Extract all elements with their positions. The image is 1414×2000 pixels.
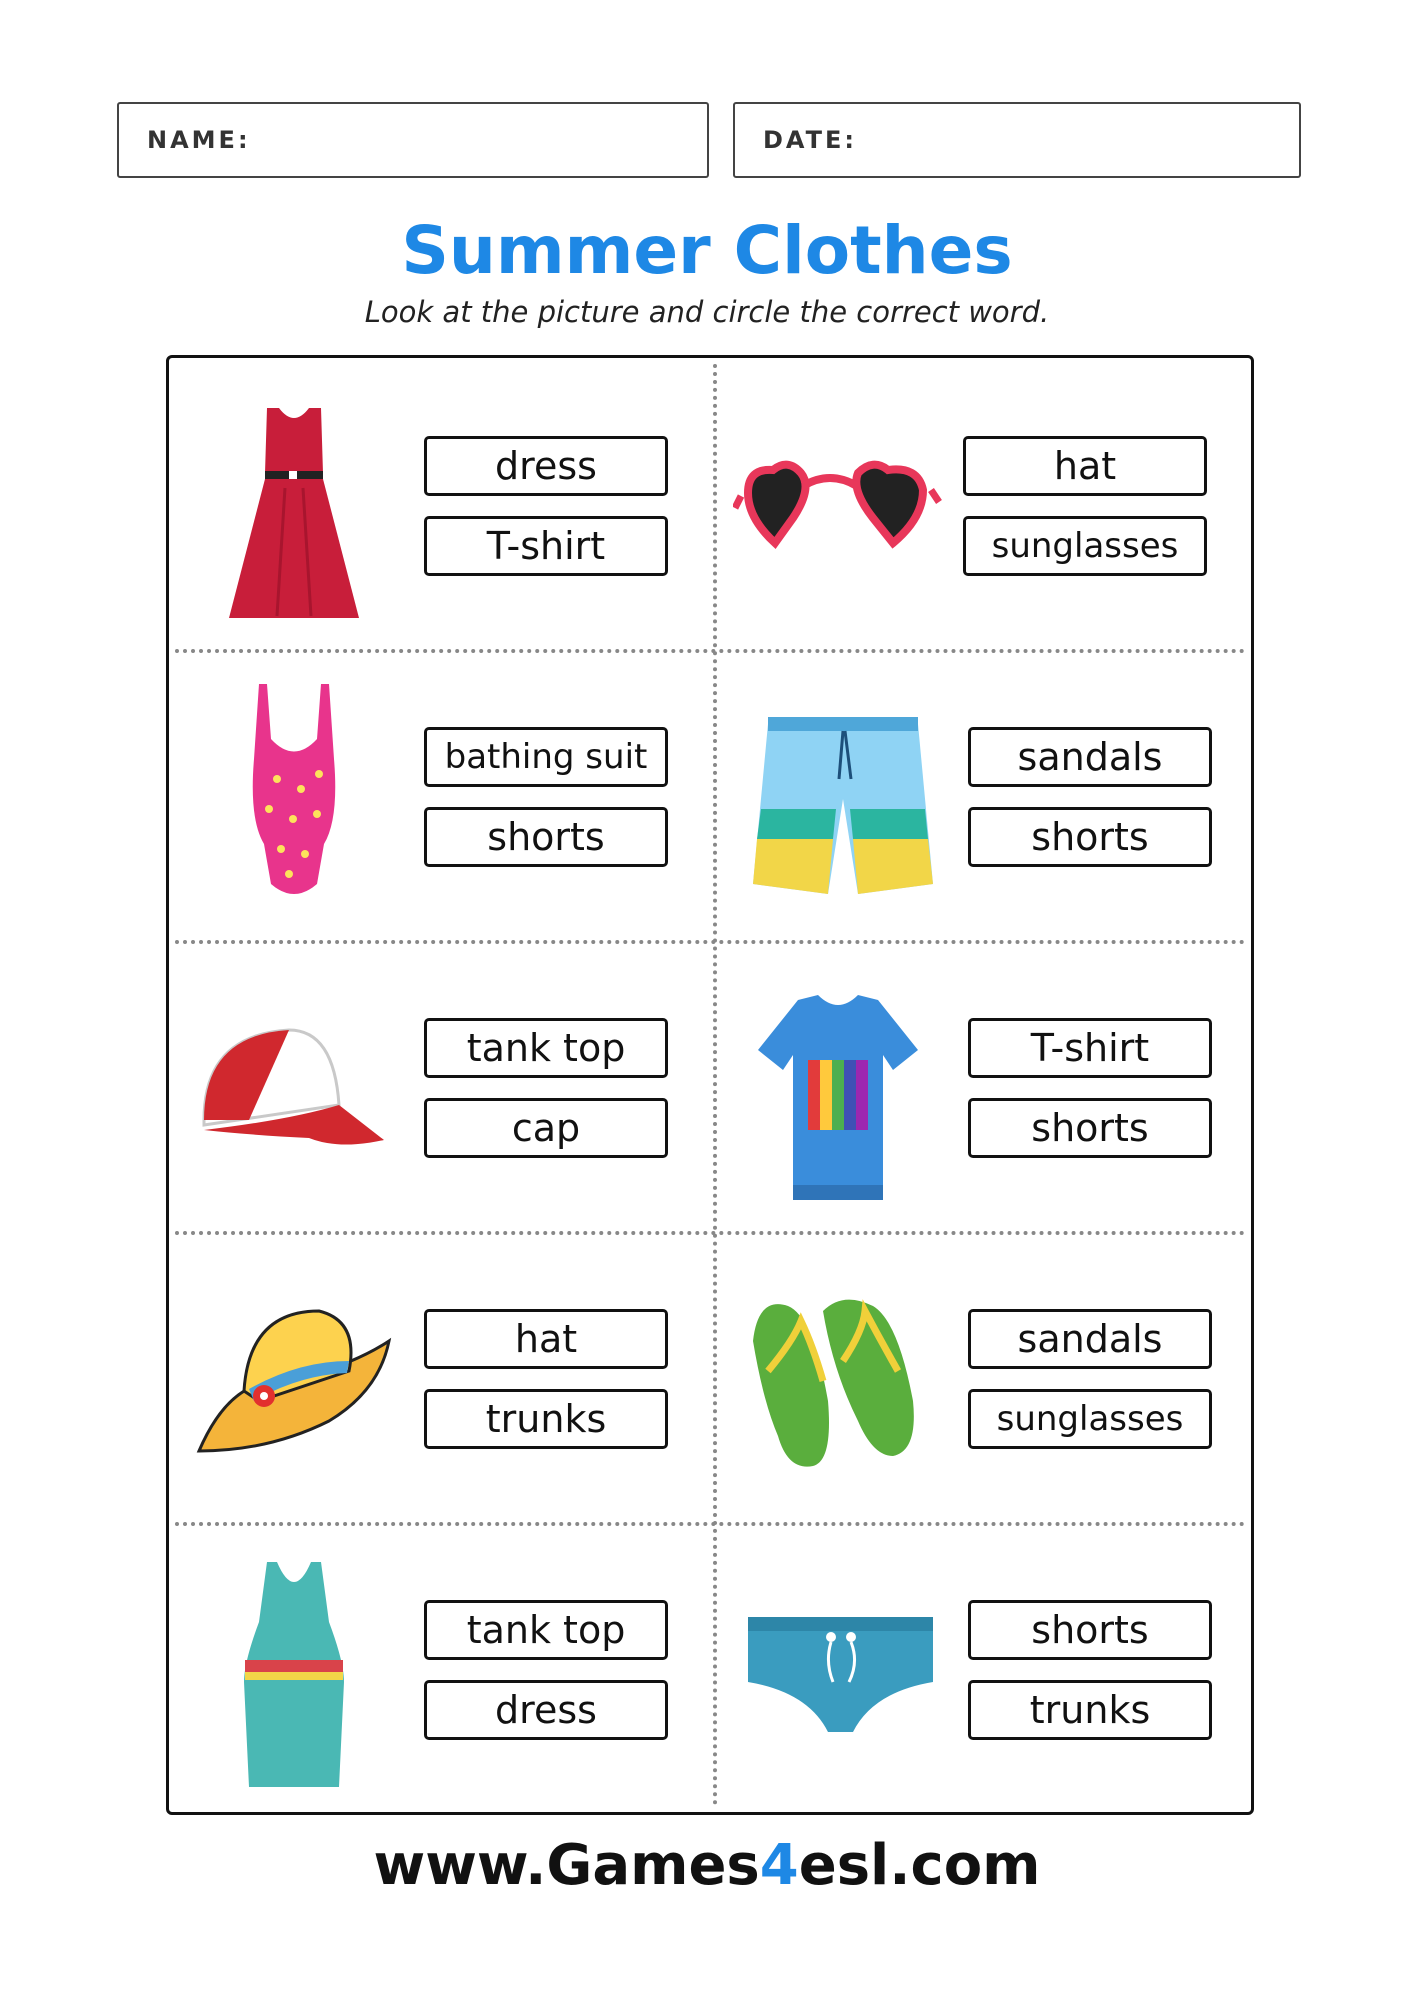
answer-option[interactable]: hat xyxy=(424,1309,668,1369)
answer-option[interactable]: T-shirt xyxy=(968,1018,1212,1078)
item-cell xyxy=(713,649,1257,940)
tank-top-icon xyxy=(189,1542,399,1792)
answer-option[interactable]: shorts xyxy=(424,807,668,867)
answer-option[interactable]: trunks xyxy=(424,1389,668,1449)
answer-option[interactable]: shorts xyxy=(968,1600,1212,1660)
answer-option[interactable]: dress xyxy=(424,1680,668,1740)
name-label: NAME: xyxy=(147,126,251,154)
item-cell xyxy=(713,940,1257,1231)
instructions: Look at the picture and circle the correct word. xyxy=(364,295,1050,329)
sunglasses-icon xyxy=(733,378,943,628)
item-cell xyxy=(169,649,713,940)
footer-url-accent: 4 xyxy=(759,1833,799,1898)
answer-option[interactable]: cap xyxy=(424,1098,668,1158)
answer-option[interactable]: sandals xyxy=(968,1309,1212,1369)
answer-option[interactable]: sunglasses xyxy=(968,1389,1212,1449)
trunks-icon xyxy=(733,1542,943,1792)
answer-option[interactable]: tank top xyxy=(424,1018,668,1078)
item-cell xyxy=(169,940,713,1231)
bathing-suit-icon xyxy=(189,669,399,919)
cap-icon xyxy=(189,960,399,1210)
answer-option[interactable]: shorts xyxy=(968,1098,1212,1158)
answer-option[interactable]: bathing suit xyxy=(424,727,668,787)
name-field[interactable] xyxy=(117,102,709,178)
footer-url xyxy=(0,1833,1414,1898)
answer-option[interactable]: T-shirt xyxy=(424,516,668,576)
item-cell xyxy=(169,358,713,649)
t-shirt-icon xyxy=(733,960,943,1210)
item-cell xyxy=(713,358,1257,649)
answer-option[interactable]: dress xyxy=(424,436,668,496)
item-cell xyxy=(169,1231,713,1522)
exercise-grid xyxy=(166,355,1254,1815)
answer-option[interactable]: sandals xyxy=(968,727,1212,787)
answer-option[interactable]: tank top xyxy=(424,1600,668,1660)
footer-url-prefix: www.Games xyxy=(373,1833,760,1898)
shorts-icon xyxy=(733,669,943,919)
answer-option[interactable]: hat xyxy=(963,436,1207,496)
item-cell xyxy=(169,1522,713,1813)
answer-option[interactable]: trunks xyxy=(968,1680,1212,1740)
date-field[interactable] xyxy=(733,102,1301,178)
worksheet-title: Summer Clothes xyxy=(401,212,1013,289)
item-cell xyxy=(713,1231,1257,1522)
sun-hat-icon xyxy=(189,1251,399,1501)
sandals-icon xyxy=(733,1251,943,1501)
answer-option[interactable]: shorts xyxy=(968,807,1212,867)
date-label: DATE: xyxy=(763,126,857,154)
answer-option[interactable]: sunglasses xyxy=(963,516,1207,576)
footer-url-suffix: esl.com xyxy=(798,1833,1041,1898)
dress-icon xyxy=(189,378,399,628)
item-cell xyxy=(713,1522,1257,1813)
